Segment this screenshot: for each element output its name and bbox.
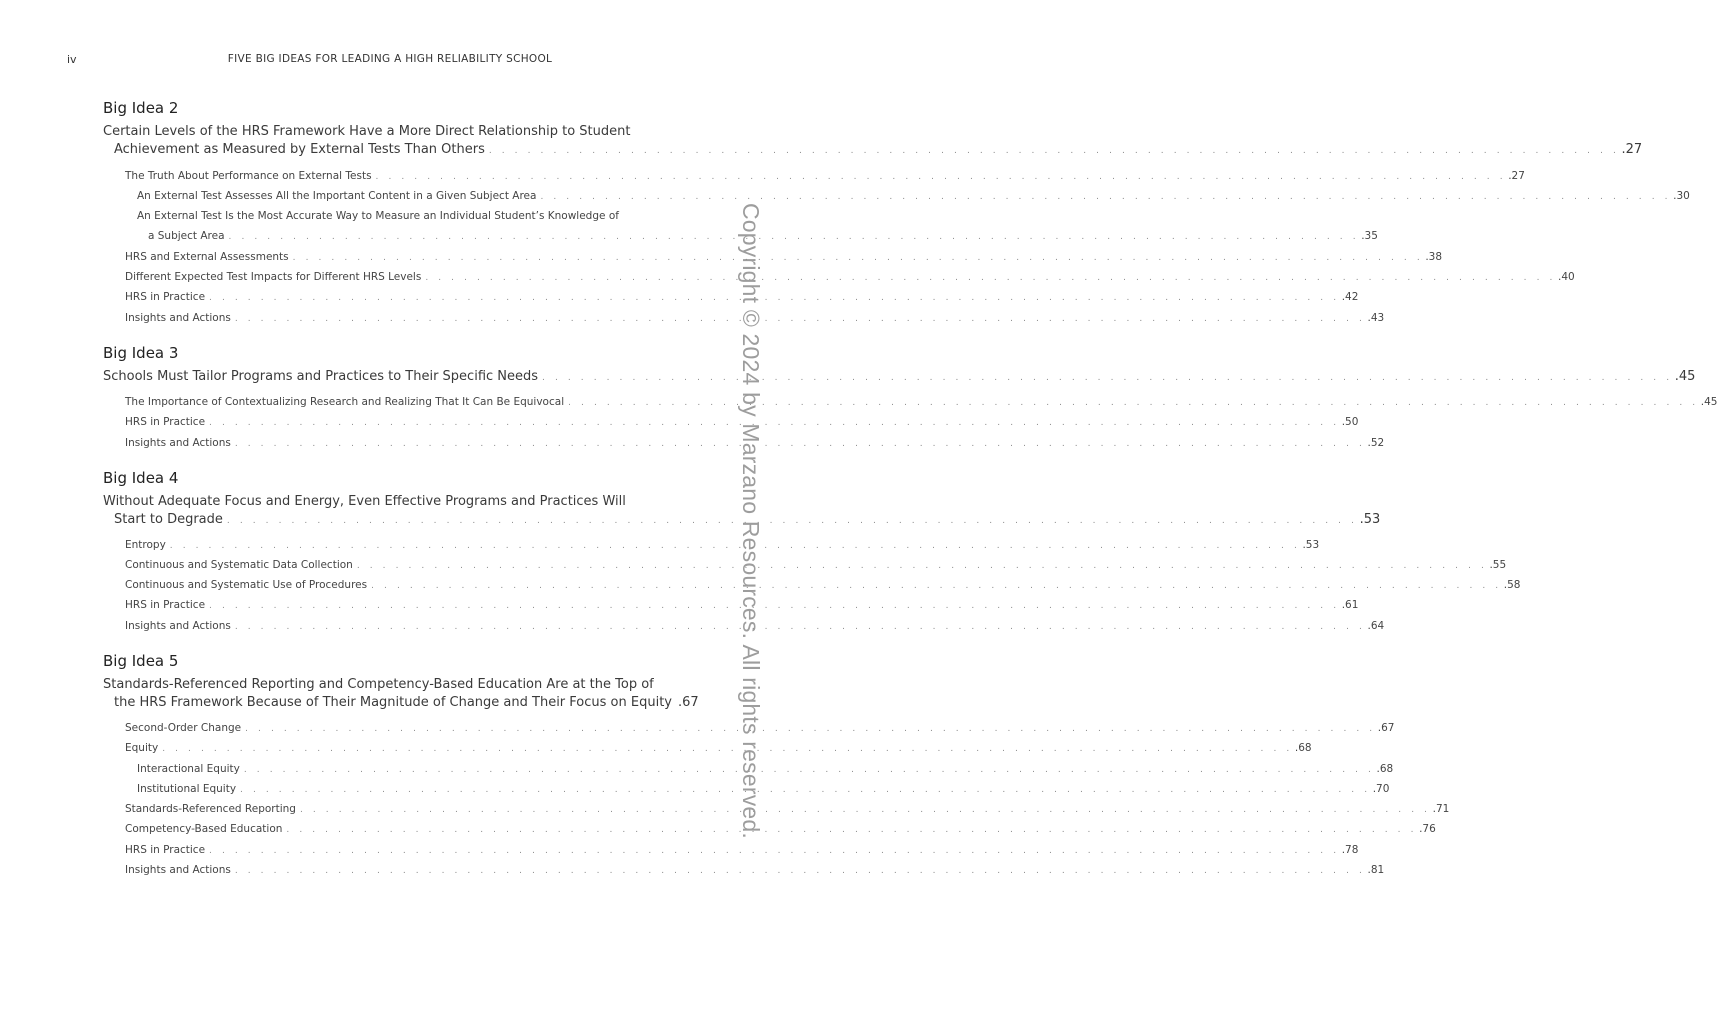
toc-entry-page: .53 [1359, 512, 1381, 527]
toc-entry-title: Schools Must Tailor Programs and Practices to Their Specific Needs [103, 369, 539, 384]
toc-entry-page: .78 [1341, 844, 1359, 856]
toc-entry-title: The Importance of Contextualizing Research and Realizing That It Can Be Equivocal [125, 396, 565, 408]
toc-entry-page: .67 [1377, 722, 1395, 734]
toc-entry-title: Insights and Actions [125, 437, 231, 449]
chapter-entry[interactable] [114, 512, 1381, 527]
toc-entry-page: .67 [677, 695, 699, 710]
dot-leader: . . . . . . . . . . . . . . . . . . . . . . . . . . . . . . . . . . . . . . . . . . . . . . . . . . . . . . . . . . . . . . . . . . . . . . . . . . . . . . . . . . . . . . . . [240, 785, 1371, 795]
toc-entry-page: .27 [1621, 142, 1643, 157]
dot-leader: . . . . . . . . . . . . . . . . . . . . . . . . . . . . . . . . . . . . . . . . . . . . . . . . . . . . . . . . . . . . . . . . . . . . . . . . . . . . . . . . . . . . . . . . [234, 622, 1366, 632]
toc-entry-title: Continuous and Systematic Data Collection [125, 559, 353, 571]
dot-leader: . . . . . . . . . . . . . . . . . . . . . . . . . . . . . . . . . . . . . . . . . . . . . . . . . . . . . . . . . . . . . . . . . . . . . . . . . . . . . . . . . . . . . . . . [292, 253, 1424, 263]
dot-leader: . . . . . . . . . . . . . . . . . . . . . . . . . . . . . . . . . . . . . . . . . . . . . . . . . . . . . . . . . . . . . . . . . . . . . . . . . . . . . . . . . . . . . . . . [286, 825, 1418, 835]
toc-entry-page: .68 [1376, 763, 1394, 775]
toc-entry[interactable] [125, 539, 1320, 551]
chapter-title-line[interactable]: Certain Levels of the HRS Framework Have a More Direct Relationship to Student [103, 124, 631, 139]
toc-entry[interactable] [125, 844, 1359, 856]
toc-entry-page: .38 [1425, 251, 1443, 263]
toc-entry-title: An External Test Assesses All the Important Content in a Given Subject Area [137, 190, 537, 202]
chapter-entry[interactable] [114, 695, 699, 710]
toc-entry-title: Insights and Actions [125, 312, 231, 324]
big-idea-heading: Big Idea 5 [103, 652, 179, 670]
toc-entry[interactable] [125, 599, 1359, 611]
toc-entry[interactable] [125, 312, 1385, 324]
toc-entry-page: .64 [1367, 620, 1385, 632]
toc-entry-title: HRS in Practice [125, 291, 206, 303]
running-head: FIVE BIG IDEAS FOR LEADING A HIGH RELIABILITY SCHOOL [227, 53, 553, 65]
dot-leader: . . . . . . . . . . . . . . . . . . . . . . . . . . . . . . . . . . . . . . . . . . . . . . . . . . . . . . . . . . . . . . . . . . . . . . . . . . . . . . . . . . . . . . . . [356, 561, 1488, 571]
toc-entry-page: .52 [1367, 437, 1385, 449]
big-idea-heading: Big Idea 2 [103, 99, 179, 117]
toc-entry[interactable] [137, 783, 1390, 795]
toc-entry[interactable] [125, 271, 1575, 283]
dot-leader: . . . . . . . . . . . . . . . . . . . . . . . . . . . . . . . . . . . . . . . . . . . . . . . . . . . . . . . . . . . . . . . . . . . . . . . . . . . . . . . . . . . . . . . . [375, 172, 1507, 182]
chapter-entry[interactable] [103, 369, 1696, 384]
dot-leader: . . . . . . . . . . . . . . . . . . . . . . . . . . . . . . . . . . . . . . . . . . . . . . . . . . . . . . . . . . . . . . . . . . . . . . . . . . . . . . . . . . . . . . . . [488, 146, 1620, 156]
toc-entry-title: Second-Order Change [125, 722, 242, 734]
toc-entry-title-line[interactable]: An External Test Is the Most Accurate Way to Measure an Individual Student’s Knowledge of [137, 210, 619, 222]
toc-entry-page: .53 [1302, 539, 1320, 551]
toc-entry-title: Interactional Equity [137, 763, 240, 775]
toc-entry-page: .40 [1557, 271, 1575, 283]
dot-leader: . . . . . . . . . . . . . . . . . . . . . . . . . . . . . . . . . . . . . . . . . . . . . . . . . . . . . . . . . . . . . . . . . . . . . . . . . . . . . . . . . . . . . . . . [209, 601, 1340, 611]
toc-entry-title: Insights and Actions [125, 864, 231, 876]
big-idea-heading: Big Idea 3 [103, 344, 179, 362]
toc-entry-page: .76 [1419, 823, 1436, 835]
toc-entry-title: Different Expected Test Impacts for Different HRS Levels [125, 271, 422, 283]
toc-entry-title: Start to Degrade [114, 512, 223, 527]
chapter-title-line[interactable]: Standards-Referenced Reporting and Competency-Based Education Are at the Top of [103, 677, 654, 692]
toc-entry[interactable] [125, 437, 1385, 449]
dot-leader: . . . . . . . . . . . . . . . . . . . . . . . . . . . . . . . . . . . . . . . . . . . . . . . . . . . . . . . . . . . . . . . . . . . . . . . . . . . . . . . . . . . . . . . . [243, 765, 1375, 775]
page-number: iv [67, 53, 77, 66]
page-header [0, 53, 800, 69]
toc-entry[interactable] [125, 396, 1717, 408]
toc-entry-page: .81 [1367, 864, 1385, 876]
toc-entry[interactable] [125, 864, 1385, 876]
dot-leader: . . . . . . . . . . . . . . . . . . . . . . . . . . . . . . . . . . . . . . . . . . . . . . . . . . . . . . . . . . . . . . . . . . . . . . . . . . . . . . . . . . . . . . . . [226, 516, 1358, 526]
toc-entry-page: .30 [1673, 190, 1690, 202]
toc-entry-page: .43 [1367, 312, 1385, 324]
toc-entry-page: .35 [1361, 230, 1378, 242]
toc-entry-page: .70 [1372, 783, 1390, 795]
dot-leader: . . . . . . . . . . . . . . . . . . . . . . . . . . . . . . . . . . . . . . . . . . . . . . . . . . . . . . . . . . . . . . . . . . . . . . . . . . . . . . . . . . . . . . . . [568, 398, 1699, 408]
toc-entry-title: Institutional Equity [137, 783, 237, 795]
dot-leader: . . . . . . . . . . . . . . . . . . . . . . . . . . . . . . . . . . . . . . . . . . . . . . . . . . . . . . . . . . . . . . . . . . . . . . . . . . . . . . . . . . . . . . . . [234, 866, 1366, 876]
toc-entry-title: Standards-Referenced Reporting [125, 803, 296, 815]
toc-entry-page: .58 [1503, 579, 1521, 591]
dot-leader: . . . . . . . . . . . . . . . . . . . . . . . . . . . . . . . . . . . . . . . . . . . . . . . . . . . . . . . . . . . . . . . . . . . . . . . . . . . . . . . . . . . . . . . . [209, 846, 1340, 856]
dot-leader: . . . . . . . . . . . . . . . . . . . . . . . . . . . . . . . . . . . . . . . . . . . . . . . . . . . . . . . . . . . . . . . . . . . . . . . . . . . . . . . . . . . . . . . . [542, 373, 1673, 383]
toc-entry-page: .27 [1508, 170, 1525, 182]
dot-leader: . . . . . . . . . . . . . . . . . . . . . . . . . . . . . . . . . . . . . . . . . . . . . . . . . . . . . . . . . . . . . . . . . . . . . . . . . . . . . . . . . . . . . . . . [245, 724, 1376, 734]
toc-entry-page: .61 [1341, 599, 1359, 611]
toc-entry[interactable] [125, 742, 1312, 754]
toc-entry-title: HRS and External Assessments [125, 251, 289, 263]
copyright-watermark: Copyright © 2024 by Marzano Resources. All rights reserved. [738, 203, 764, 839]
toc-entry-page: .42 [1341, 291, 1359, 303]
toc-entry-title: HRS in Practice [125, 599, 206, 611]
toc-entry-title: Insights and Actions [125, 620, 231, 632]
toc-entry-title: HRS in Practice [125, 416, 206, 428]
dot-leader: . . . . . . . . . . . . . . . . . . . . . . . . . . . . . . . . . . . . . . . . . . . . . . . . . . . . . . . . . . . . . . . . . . . . . . . . . . . . . . . . . . . . . . . . [209, 418, 1340, 428]
dot-leader: . . . . . . . . . . . . . . . . . . . . . . . . . . . . . . . . . . . . . . . . . . . . . . . . . . . . . . . . . . . . . . . . . . . . . . . . . . . . . . . . . . . . . . . . [162, 744, 1293, 754]
toc-entry-title: the HRS Framework Because of Their Magnitude of Change and Their Focus on Equity [114, 695, 672, 710]
dot-leader: . . . . . . . . . . . . . . . . . . . . . . . . . . . . . . . . . . . . . . . . . . . . . . . . . . . . . . . . . . . . . . . . . . . . . . . . . . . . . . . . . . . . . . . . [540, 192, 1672, 202]
toc-entry-title: Competency-Based Education [125, 823, 283, 835]
toc-entry[interactable] [125, 251, 1443, 263]
toc-entry[interactable] [125, 170, 1525, 182]
dot-leader: . . . . . . . . . . . . . . . . . . . . . . . . . . . . . . . . . . . . . . . . . . . . . . . . . . . . . . . . . . . . . . . . . . . . . . . . . . . . . . . . . . . . . . . . [299, 805, 1431, 815]
toc-entry[interactable] [148, 230, 1378, 242]
toc-entry[interactable] [137, 190, 1690, 202]
toc-entry-page: .71 [1432, 803, 1450, 815]
toc-entry[interactable] [125, 579, 1521, 591]
toc-entry[interactable] [125, 620, 1385, 632]
toc-entry-title: Entropy [125, 539, 166, 551]
toc-entry-title: Continuous and Systematic Use of Procedures [125, 579, 368, 591]
toc-entry-page: .45 [1674, 369, 1696, 384]
toc-entry-title: Achievement as Measured by External Tests Than Others [114, 142, 485, 157]
dot-leader: . . . . . . . . . . . . . . . . . . . . . . . . . . . . . . . . . . . . . . . . . . . . . . . . . . . . . . . . . . . . . . . . . . . . . . . . . . . . . . . . . . . . . . . . [228, 232, 1360, 242]
toc-entry[interactable] [125, 559, 1507, 571]
chapter-entry[interactable] [114, 142, 1643, 157]
dot-leader: . . . . . . . . . . . . . . . . . . . . . . . . . . . . . . . . . . . . . . . . . . . . . . . . . . . . . . . . . . . . . . . . . . . . . . . . . . . . . . . . . . . . . . . . [234, 439, 1366, 449]
toc-entry-title: HRS in Practice [125, 844, 206, 856]
big-idea-heading: Big Idea 4 [103, 469, 179, 487]
toc-entry-page: .45 [1700, 396, 1717, 408]
toc-entry[interactable] [137, 763, 1394, 775]
toc-entry[interactable] [125, 823, 1436, 835]
chapter-title-line[interactable]: Without Adequate Focus and Energy, Even Effective Programs and Practices Will [103, 494, 626, 509]
dot-leader: . . . . . . . . . . . . . . . . . . . . . . . . . . . . . . . . . . . . . . . . . . . . . . . . . . . . . . . . . . . . . . . . . . . . . . . . . . . . . . . . . . . . . . . . [169, 541, 1301, 551]
toc-entry[interactable] [125, 416, 1359, 428]
toc-entry[interactable] [125, 803, 1450, 815]
toc-entry[interactable] [125, 291, 1359, 303]
toc-entry-title: a Subject Area [148, 230, 225, 242]
toc-entry-title: Equity [125, 742, 159, 754]
toc-entry-page: .50 [1341, 416, 1359, 428]
toc-entry-title: The Truth About Performance on External Tests [125, 170, 372, 182]
dot-leader: . . . . . . . . . . . . . . . . . . . . . . . . . . . . . . . . . . . . . . . . . . . . . . . . . . . . . . . . . . . . . . . . . . . . . . . . . . . . . . . . . . . . . . . . [425, 273, 1556, 283]
dot-leader: . . . . . . . . . . . . . . . . . . . . . . . . . . . . . . . . . . . . . . . . . . . . . . . . . . . . . . . . . . . . . . . . . . . . . . . . . . . . . . . . . . . . . . . . [209, 293, 1340, 303]
toc-entry-page: .55 [1489, 559, 1507, 571]
dot-leader: . . . . . . . . . . . . . . . . . . . . . . . . . . . . . . . . . . . . . . . . . . . . . . . . . . . . . . . . . . . . . . . . . . . . . . . . . . . . . . . . . . . . . . . . [234, 314, 1366, 324]
toc-entry-page: .68 [1294, 742, 1312, 754]
toc-entry[interactable] [125, 722, 1395, 734]
dot-leader: . . . . . . . . . . . . . . . . . . . . . . . . . . . . . . . . . . . . . . . . . . . . . . . . . . . . . . . . . . . . . . . . . . . . . . . . . . . . . . . . . . . . . . . . [371, 581, 1502, 591]
